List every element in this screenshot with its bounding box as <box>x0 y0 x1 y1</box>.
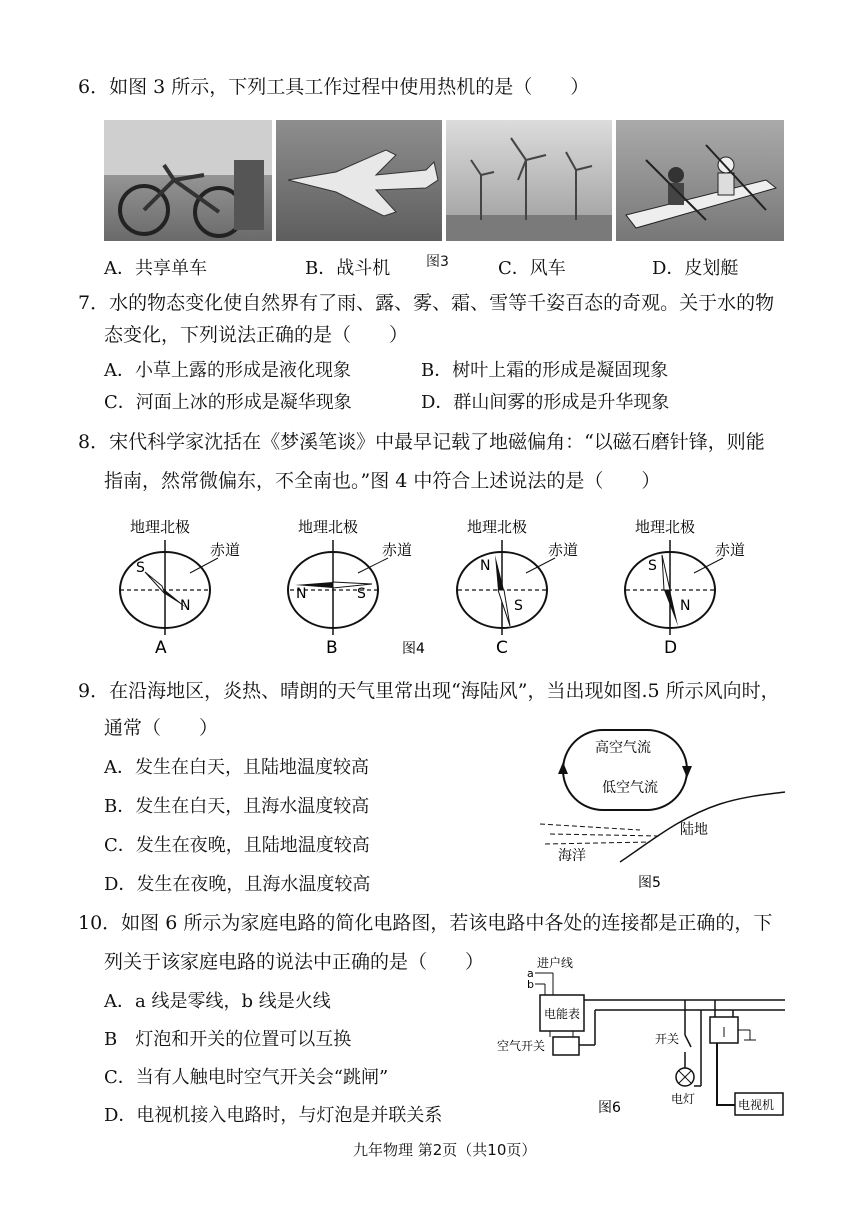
q8-stem-line1: 8．宋代科学家沈括在《梦溪笔谈》中最早记载了地磁偏角：“以磁石磨针锋，则能 <box>78 431 765 453</box>
meter-label: 电能表 <box>544 1007 581 1021</box>
bike-icon <box>104 120 272 241</box>
wire-a-label: a <box>527 967 534 980</box>
q8-stem-line2: 指南，然常微偏东，不全南也。”图 4 中符合上述说法的是（ ） <box>104 470 661 492</box>
air-breaker-icon <box>553 1037 579 1055</box>
q9-stem-line2: 通常（ ） <box>104 717 219 739</box>
compass-c-n: N <box>480 558 491 574</box>
q6-option-a: A．共享单车 <box>104 258 207 279</box>
compass-c-s: S <box>514 598 523 614</box>
compass-d <box>625 518 745 658</box>
tv-label: 电视机 <box>738 1098 775 1112</box>
compass-a-n: N <box>180 598 191 614</box>
sea-land-breeze-figure <box>530 722 800 892</box>
q7-option-b: B．树叶上霜的形成是凝固现象 <box>421 360 669 381</box>
q6-option-d: D．皮划艇 <box>652 258 739 279</box>
q7-option-d: D．群山间雾的形成是升华现象 <box>421 392 670 413</box>
kayak-icon <box>616 120 784 241</box>
high-airflow-label: 高空气流 <box>595 740 651 756</box>
kayak-photo <box>616 120 784 241</box>
bike-photo <box>104 120 272 241</box>
q9-figure-label: 图5 <box>638 875 661 891</box>
q9-option-d: D．发生在夜晚，且海水温度较高 <box>104 874 371 895</box>
compass-b-pole-label: 地理北极 <box>298 518 359 536</box>
page-footer: 九年物理 第2页（共10页） <box>353 1141 537 1159</box>
compass-c <box>457 518 578 658</box>
compass-c-letter: C <box>496 638 508 658</box>
q9-option-c: C．发生在夜晚，且陆地温度较高 <box>104 835 370 856</box>
compass-b-equator-label: 赤道 <box>382 541 413 559</box>
q6-figure-label: 图3 <box>426 254 449 270</box>
household-circuit-figure <box>495 955 795 1125</box>
compass-b-s: S <box>357 586 366 602</box>
compass-a <box>120 518 240 658</box>
wire-b-label: b <box>527 978 534 991</box>
q10-stem-line2: 列关于该家庭电路的说法中正确的是（ ） <box>104 951 485 973</box>
q9-option-b: B．发生在白天，且海水温度较高 <box>104 796 370 817</box>
windmill-icon <box>446 120 612 241</box>
low-airflow-label: 低空气流 <box>602 780 658 796</box>
windmill-photo <box>446 120 612 241</box>
switch-icon <box>685 1035 691 1047</box>
lamp-label: 电灯 <box>671 1092 696 1106</box>
switch-label: 开关 <box>655 1032 680 1046</box>
compass-a-pole-label: 地理北极 <box>130 518 191 536</box>
q6-option-b: B．战斗机 <box>305 258 391 279</box>
compass-d-equator-label: 赤道 <box>715 541 746 559</box>
compass-b-n: N <box>296 586 307 602</box>
q10-figure-label: 图6 <box>598 1100 621 1116</box>
q7-stem-line1: 7．水的物态变化使自然界有了雨、露、雾、霜、雪等千姿百态的奇观。关于水的物 <box>78 292 775 314</box>
q9-option-a: A．发生在白天，且陆地温度较高 <box>104 757 369 778</box>
compass-d-letter: D <box>664 638 678 658</box>
q9-stem-line1: 9．在沿海地区，炎热、晴朗的天气里常出现“海陆风”，当出现如图.5 所示风向时， <box>78 680 780 702</box>
compass-a-s: S <box>136 560 145 576</box>
compass-a-equator-label: 赤道 <box>210 541 241 559</box>
compass-figures <box>100 510 820 660</box>
compass-d-pole-label: 地理北极 <box>635 518 696 536</box>
compass-d-s: S <box>648 558 657 574</box>
q7-option-a: A．小草上露的形成是液化现象 <box>104 360 351 381</box>
q7-stem-line2: 态变化，下列说法正确的是（ ） <box>104 324 409 346</box>
q10-option-b: B 灯泡和开关的位置可以互换 <box>104 1029 352 1050</box>
land-label: 陆地 <box>680 822 708 838</box>
compass-a-letter: A <box>155 638 167 658</box>
jet-icon <box>276 120 442 241</box>
q10-option-d: D．电视机接入电路时，与灯泡是并联关系 <box>104 1105 443 1126</box>
compass-c-pole-label: 地理北极 <box>467 518 528 536</box>
q8-figure-label: 图4 <box>402 641 425 657</box>
compass-b <box>288 518 412 658</box>
breaker-label: 空气开关 <box>497 1039 546 1053</box>
inlet-label: 进户线 <box>537 956 574 970</box>
q10-option-a: A．a 线是零线，b 线是火线 <box>104 991 331 1012</box>
q10-option-c: C．当有人触电时空气开关会“跳闸” <box>104 1067 389 1088</box>
q7-option-c: C．河面上冰的形成是凝华现象 <box>104 392 352 413</box>
q10-stem-line1: 10．如图 6 所示为家庭电路的简化电路图，若该电路中各处的连接都是正确的，下 <box>78 912 773 934</box>
compass-d-n: N <box>680 598 691 614</box>
compass-b-letter: B <box>326 638 338 658</box>
sea-label: 海洋 <box>558 848 586 864</box>
compass-c-equator-label: 赤道 <box>548 541 579 559</box>
q6-option-c: C．风车 <box>498 258 566 279</box>
jet-photo <box>276 120 442 241</box>
q6-stem: 6．如图 3 所示，下列工具工作过程中使用热机的是（ ） <box>78 76 590 98</box>
